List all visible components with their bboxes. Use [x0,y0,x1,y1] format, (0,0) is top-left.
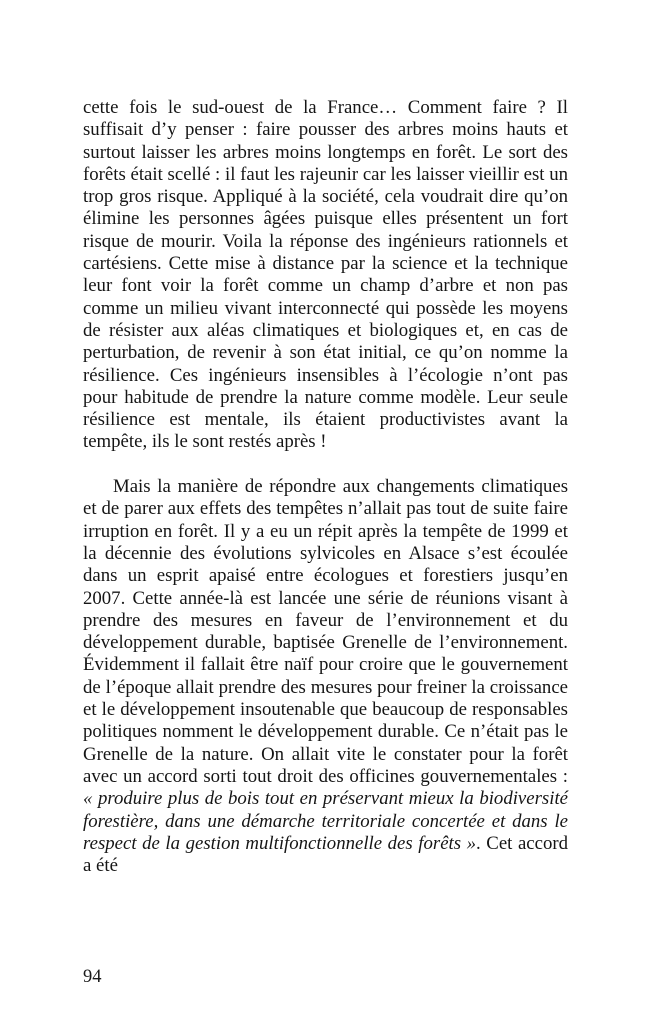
paragraph [83,97,568,454]
page-number: 94 [83,967,102,987]
quote-italic-text: « produire plus de bois tout en préservant mieux la biodiversité forestière, dans une démarche territoriale concertée et dans le respect de la gestion multifonctionnelle des forêts » [83,788,568,854]
body-text: . Cet accord a été [83,832,569,877]
paragraph [83,476,568,877]
body-text: Mais la manière de répondre aux changements climatiques et de parer aux effets des tempêtes n’allait pas tout de suite faire irruption en forêt. Il y a eu un répit après la tempête de 1999 et la décennie des évolutions sylvicoles en Alsace s’est écoulée dans un esprit apaisé entre écologues et forestiers jusqu’en 2007. Cette année-là est lancée une série de réunions visant à prendre des mesures en faveur de l’environnement et du développement durable, baptisée Grenelle de l’environnement. Évidemment il fallait être naïf pour croire que le gouvernement de l’époque allait prendre des mesures pour freiner la croissance et le développement insoutenable que beaucoup de responsables politiques nomment le développement durable. Ce n’était pas le Grenelle de la nature. On allait vite le constater pour la forêt avec un accord sorti tout droit des officines gouvernementales : [83,476,568,787]
page-text [83,97,568,877]
body-text: cette fois le sud-ouest de la France… Comment faire ? Il suffisait d’y penser : faire pousser des arbres moins hauts et surtout laisser les arbres moins longtemps en forêt. Le sort des forêts était scellé : il faut les rajeunir car les laisser vieillir est un trop gros risque. Appliqué à la société, cela voudrait dire qu’on élimine les personnes âgées puisque elles présentent un fort risque de mourir. Voila la réponse des ingénieurs rationnels et cartésiens. Cette mise à distance par la science et la technique leur font voir la forêt comme un champ d’arbre et non pas comme un milieu vivant interconnecté qui possède les moyens de résister aux aléas climatiques et biologiques et, en cas de perturbation, de revenir à son état initial, ce qu’on nomme la résilience. Ces ingénieurs insensibles à l’écologie n’ont pas pour habitude de prendre la nature comme modèle. Leur seule résilience est mentale, ils étaient productivistes avant la tempête, ils le sont restés après ! [83,97,568,453]
